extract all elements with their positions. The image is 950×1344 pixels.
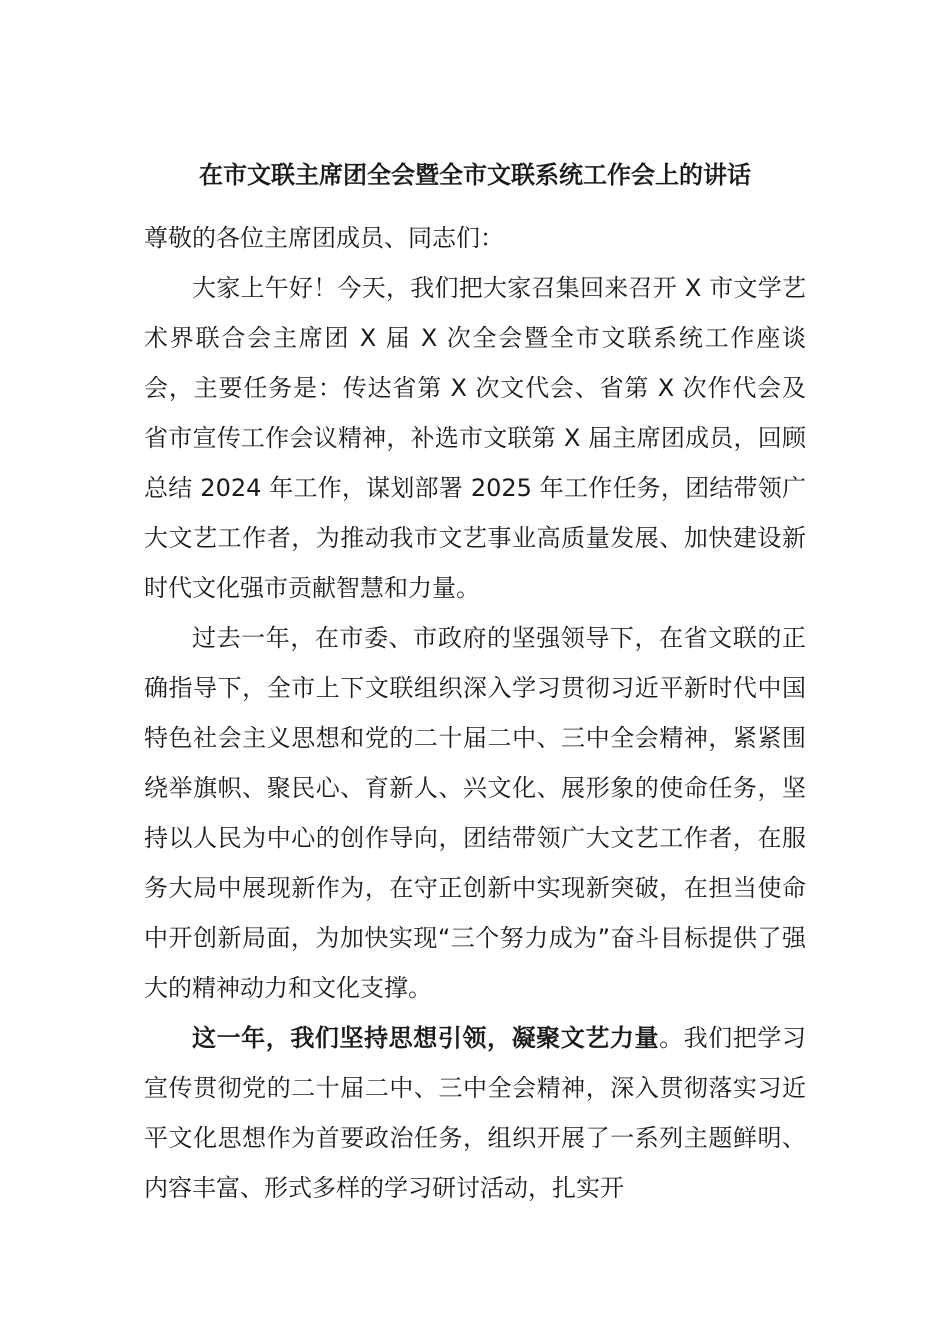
- document-title: 在市文联主席团全会暨全市文联系统工作会上的讲话: [199, 161, 751, 189]
- paragraph-1-text: 大家上午好！今天，我们把大家召集回来召开 X 市文学艺术界联合会主席团 X 届 X 次全会暨全市文联系统工作座谈会，主要任务是：传达省第 X 次文代会、省第 X 次作代会及省市宣传工作会议精神，补选市文联第 X 届主席团成员，回顾总结 2024 年工作，谋划部署 2025 年工作任务，团结带领广大文艺工作者，为推动我市文艺事业高质量发展、加快建设新时代文化强市贡献智慧和力量。: [144, 274, 806, 602]
- document-body: [144, 213, 806, 1213]
- paragraph-3-text: 。我们把学习宣传贯彻党的二十届二中、三中全会精神，深入贯彻落实习近平文化思想作为首要政治任务，组织开展了一系列主题鲜明、内容丰富、形式多样的学习研讨活动，扎实开: [144, 1024, 807, 1202]
- salutation: 尊敬的各位主席团成员、同志们：: [144, 224, 504, 252]
- paragraph-1: [144, 263, 806, 613]
- paragraph-3-lead-heading: 这一年，我们坚持思想引领，凝聚文艺力量: [192, 1024, 660, 1052]
- paragraph-2: [144, 613, 806, 1013]
- paragraph-2-text: 过去一年，在市委、市政府的坚强领导下，在省文联的正确指导下，全市上下文联组织深入学习贯彻习近平新时代中国特色社会主义思想和党的二十届二中、三中全会精神，紧紧围绕举旗帜、聚民心、育新人、兴文化、展形象的使命任务，坚持以人民为中心的创作导向，团结带领广大文艺工作者，在服务大局中展现新作为，在守正创新中实现新突破，在担当使命中开创新局面，为加快实现“三个努力成为”奋斗目标提供了强大的精神动力和文化支撑。: [144, 624, 806, 1002]
- paragraph-3: [144, 1013, 806, 1213]
